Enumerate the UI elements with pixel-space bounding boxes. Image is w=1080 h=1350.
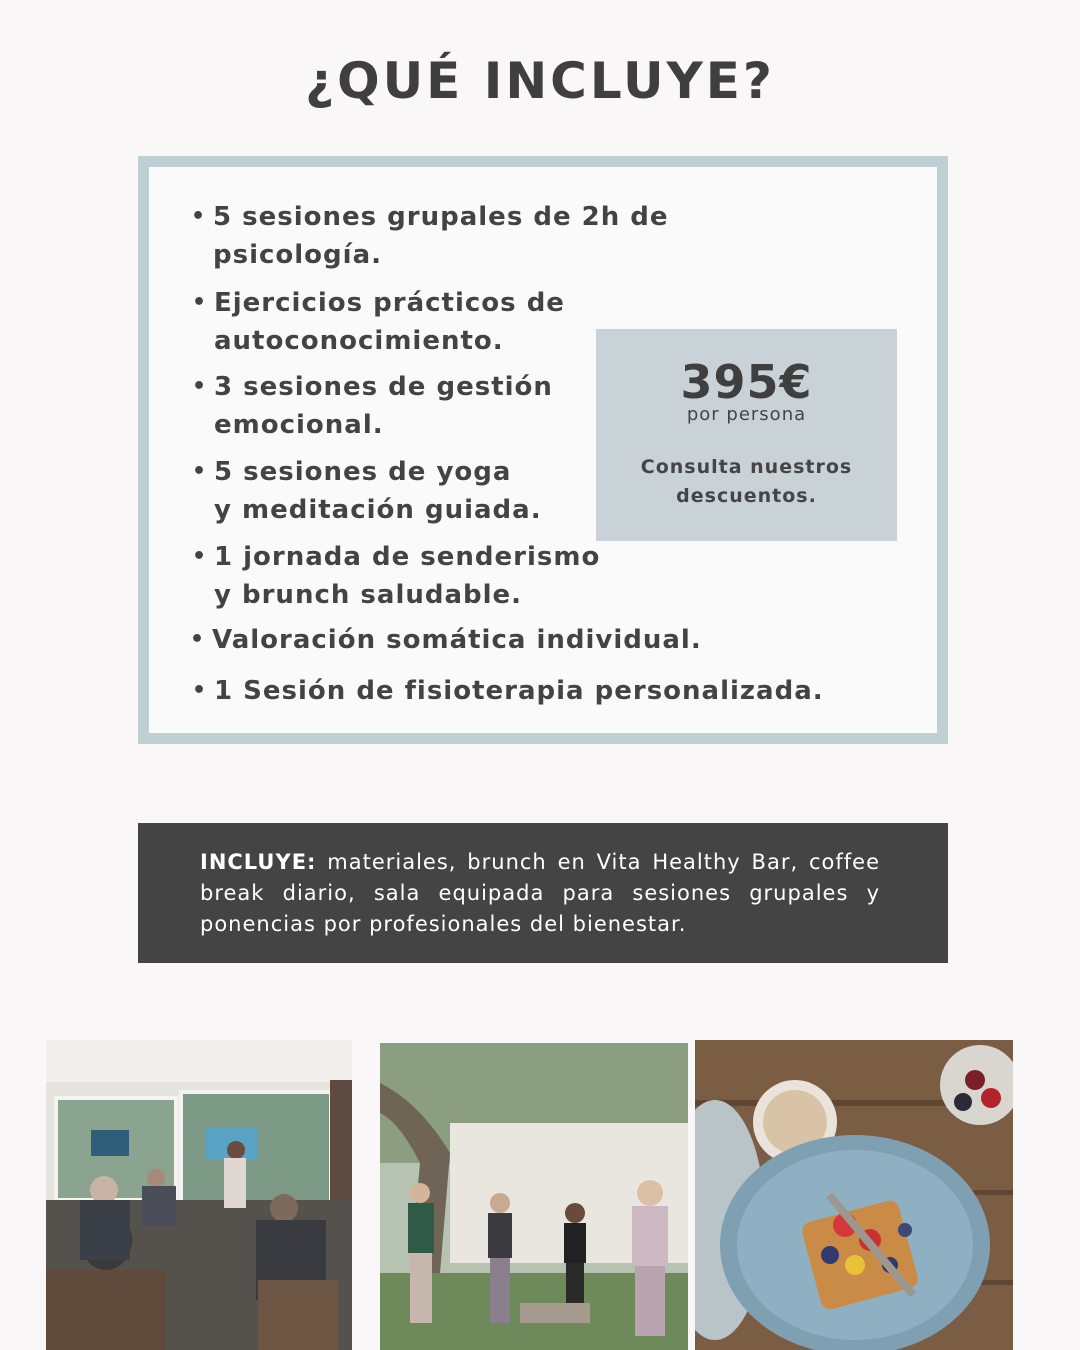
workshop-photo [46,1040,352,1350]
list-item [192,453,542,529]
includes-note-box [138,823,948,963]
bullet-icon: • [190,627,206,652]
bullet-icon: • [192,290,208,315]
list-item [190,621,702,659]
bullet-icon: • [192,459,208,484]
list-item [192,284,565,360]
list-item-line: 1 Sesión de fisioterapia personalizada. [214,676,824,706]
list-item-line: Valoración somática individual. [212,625,702,655]
discount-note [616,453,877,511]
page-title: ¿QUÉ INCLUYE? [305,52,775,110]
yoga-photo [380,1043,688,1350]
list-item [192,672,824,710]
list-item-line: 3 sesiones de gestión [214,372,553,402]
price-amount: 395€ [680,355,813,409]
list-item [191,198,669,274]
price-box [596,329,897,541]
bullet-icon: • [192,374,208,399]
bullet-icon: • [191,204,207,229]
brunch-photo [695,1040,1013,1350]
bullet-icon: • [192,544,208,569]
bullet-icon: • [192,678,208,703]
list-item-line: psicología. [213,240,382,270]
includes-note-body: materiales, brunch en Vita Healthy Bar, coffee break diario, sala equipada para sesiones grupales y ponencias por profesionales del bienestar. [200,850,880,936]
list-item-line: emocional. [214,410,384,440]
list-item-line: y meditación guiada. [214,495,542,525]
list-item-line: autoconocimiento. [214,326,504,356]
includes-note-label: INCLUYE: [200,850,317,874]
list-item-line: Ejercicios prácticos de [214,288,565,318]
list-item-line: 5 sesiones de yoga [214,457,512,487]
list-item [192,538,601,614]
includes-note-text [200,847,880,940]
list-item [192,368,553,444]
list-item-line: 5 sesiones grupales de 2h de [213,202,669,232]
list-item-line: y brunch saludable. [214,580,523,610]
discount-line: descuentos. [676,485,817,507]
discount-line: Consulta nuestros [640,456,853,478]
price-per-person: por persona [686,404,807,425]
list-item-line: 1 jornada de senderismo [214,542,601,572]
